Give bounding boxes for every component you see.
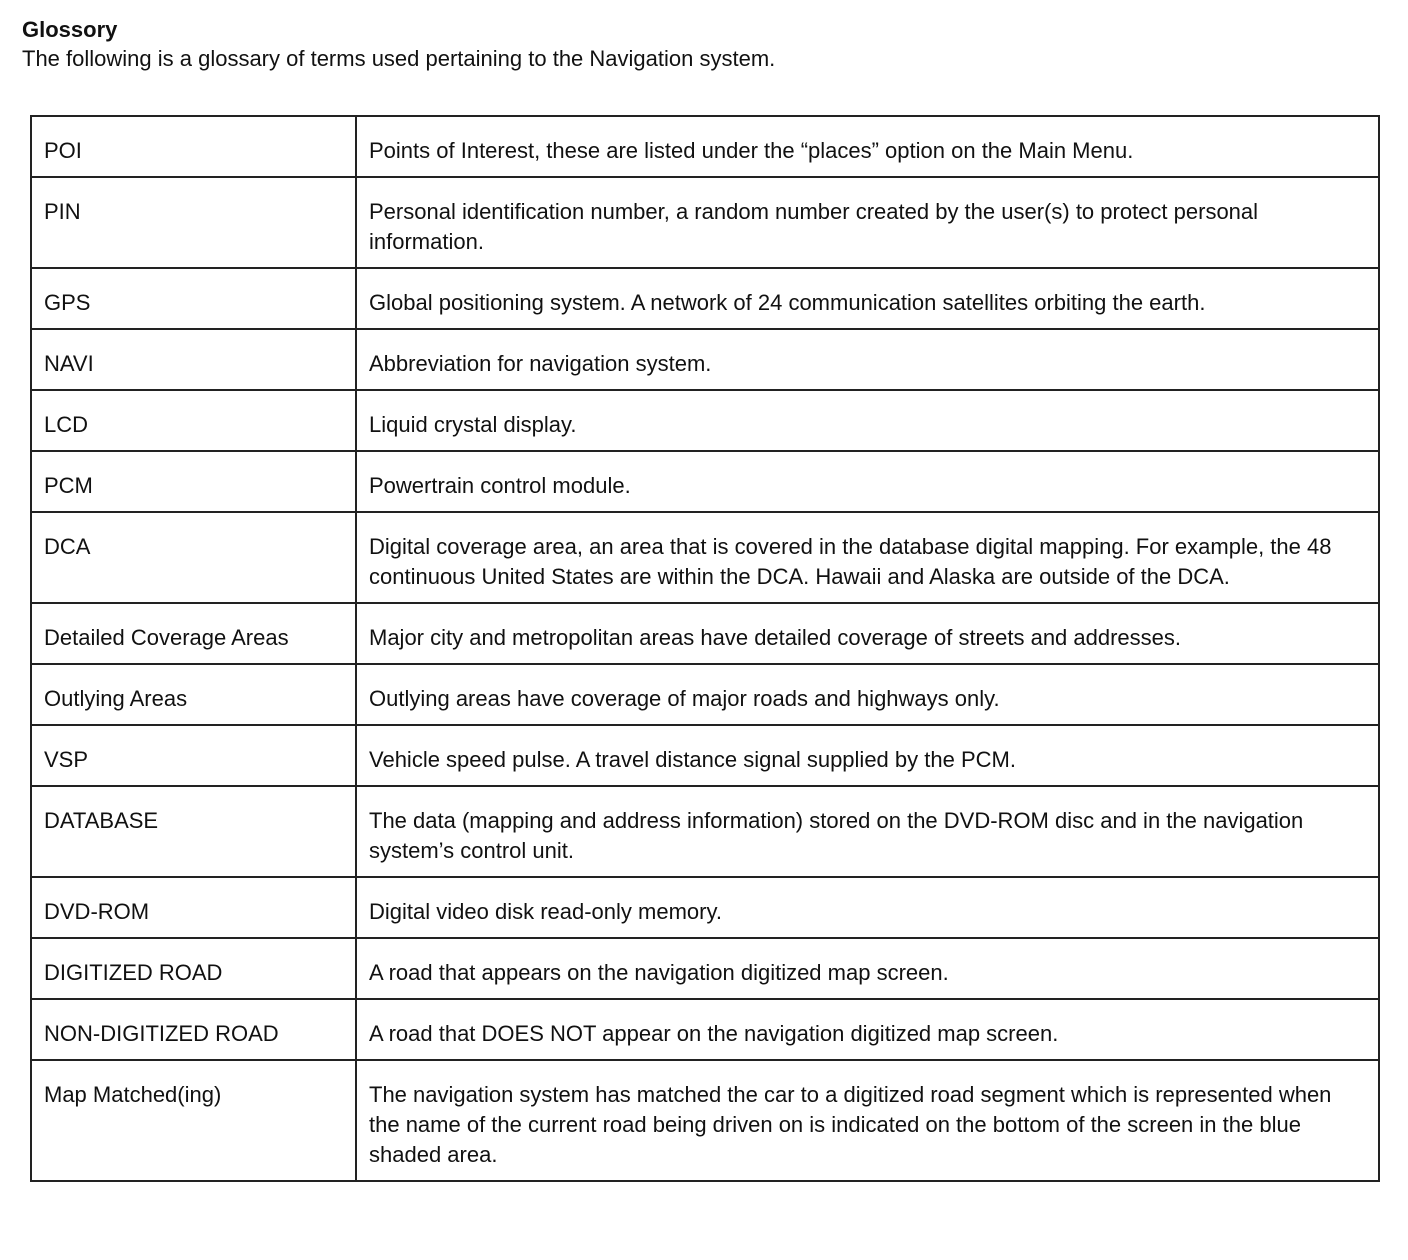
term-cell: Outlying Areas bbox=[31, 664, 356, 725]
term-cell: DCA bbox=[31, 512, 356, 603]
table-row bbox=[31, 1060, 1379, 1181]
glossary-table bbox=[30, 115, 1380, 1182]
table-row bbox=[31, 116, 1379, 177]
definition-cell: The data (mapping and address information) stored on the DVD-ROM disc and in the navigation system’s control unit. bbox=[356, 786, 1379, 877]
definition-cell: Digital coverage area, an area that is covered in the database digital mapping. For example, the 48 continuous United States are within the DCA. Hawaii and Alaska are outside of the DCA. bbox=[356, 512, 1379, 603]
term-cell: Map Matched(ing) bbox=[31, 1060, 356, 1181]
term-cell: DATABASE bbox=[31, 786, 356, 877]
term-cell: PIN bbox=[31, 177, 356, 268]
table-row bbox=[31, 786, 1379, 877]
table-row bbox=[31, 268, 1379, 329]
definition-cell: Liquid crystal display. bbox=[356, 390, 1379, 451]
term-cell: VSP bbox=[31, 725, 356, 786]
table-row bbox=[31, 177, 1379, 268]
definition-cell: Powertrain control module. bbox=[356, 451, 1379, 512]
table-row bbox=[31, 999, 1379, 1060]
definition-cell: Major city and metropolitan areas have detailed coverage of streets and addresses. bbox=[356, 603, 1379, 664]
table-row bbox=[31, 877, 1379, 938]
term-cell: Detailed Coverage Areas bbox=[31, 603, 356, 664]
term-cell: POI bbox=[31, 116, 356, 177]
term-cell: DVD-ROM bbox=[31, 877, 356, 938]
term-cell: DIGITIZED ROAD bbox=[31, 938, 356, 999]
term-cell: LCD bbox=[31, 390, 356, 451]
definition-cell: Points of Interest, these are listed under the “places” option on the Main Menu. bbox=[356, 116, 1379, 177]
definition-cell: Digital video disk read-only memory. bbox=[356, 877, 1379, 938]
definition-cell: Vehicle speed pulse. A travel distance signal supplied by the PCM. bbox=[356, 725, 1379, 786]
table-row bbox=[31, 938, 1379, 999]
page-subtitle: The following is a glossary of terms used pertaining to the Navigation system. bbox=[22, 46, 776, 71]
definition-cell: Global positioning system. A network of 24 communication satellites orbiting the earth. bbox=[356, 268, 1379, 329]
term-cell: NON-DIGITIZED ROAD bbox=[31, 999, 356, 1060]
table-row bbox=[31, 725, 1379, 786]
definition-cell: Abbreviation for navigation system. bbox=[356, 329, 1379, 390]
table-row bbox=[31, 451, 1379, 512]
term-cell: GPS bbox=[31, 268, 356, 329]
definition-cell: A road that appears on the navigation digitized map screen. bbox=[356, 938, 1379, 999]
term-cell: NAVI bbox=[31, 329, 356, 390]
definition-cell: The navigation system has matched the car to a digitized road segment which is represented when the name of the current road being driven on is indicated on the bottom of the screen in the blue shaded area. bbox=[356, 1060, 1379, 1181]
page-title: Glossory bbox=[22, 17, 118, 42]
definition-cell: A road that DOES NOT appear on the navigation digitized map screen. bbox=[356, 999, 1379, 1060]
term-cell: PCM bbox=[31, 451, 356, 512]
table-row bbox=[31, 603, 1379, 664]
definition-cell: Outlying areas have coverage of major roads and highways only. bbox=[356, 664, 1379, 725]
page-header bbox=[22, 16, 1382, 74]
table-row bbox=[31, 329, 1379, 390]
table-row bbox=[31, 390, 1379, 451]
table-row bbox=[31, 664, 1379, 725]
definition-cell: Personal identification number, a random number created by the user(s) to protect personal information. bbox=[356, 177, 1379, 268]
table-row bbox=[31, 512, 1379, 603]
